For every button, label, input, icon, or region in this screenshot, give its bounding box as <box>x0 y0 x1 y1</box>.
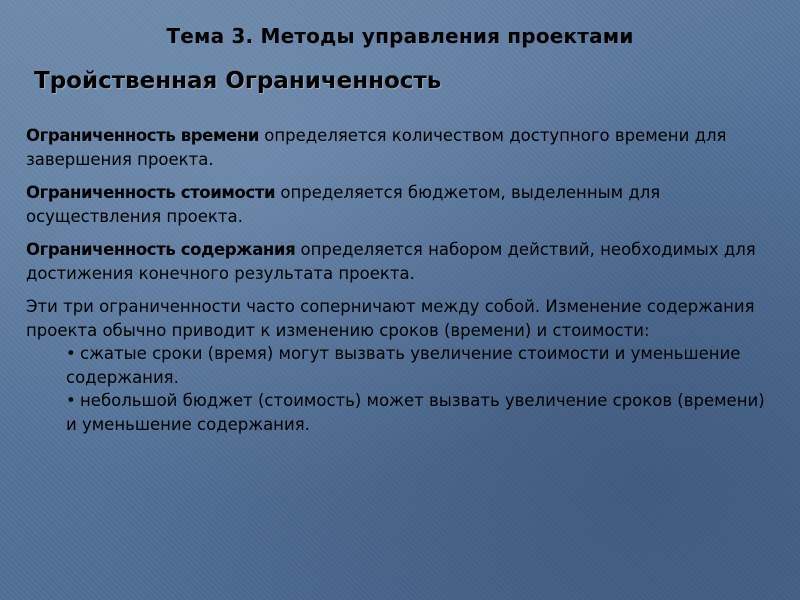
summary-paragraph: Эти три ограниченности часто соперничают между собой. Изменение содержания проекта обычно приводит к изменению сроков (времени) и стоимости: <box>26 297 755 340</box>
bullet-text: сжатые сроки (время) могут вызвать увеличение стоимости и уменьшение содержания. <box>66 344 741 387</box>
slide-content <box>26 124 778 436</box>
term-cost-constraint: Ограниченность стоимости <box>26 183 276 202</box>
paragraph-time-constraint <box>26 124 778 171</box>
paragraph-cost-constraint <box>26 181 778 228</box>
term-scope-constraint: Ограниченность содержания <box>26 240 296 259</box>
bullet-list <box>26 342 778 436</box>
slide-heading: Тройственная Ограниченность <box>34 68 442 94</box>
bullet-marker: • <box>66 391 76 410</box>
definition-cost-constraint: определяется бюджетом, выделенным для осуществления проекта. <box>26 183 661 226</box>
slide-topic: Тема 3. Методы управления проектами <box>166 24 634 48</box>
definition-scope-constraint: определяется набором действий, необходимых для достижения конечного результата проекта. <box>26 240 756 283</box>
bullet-marker: • <box>66 344 76 363</box>
term-time-constraint: Ограниченность времени <box>26 126 260 145</box>
definition-time-constraint: определяется количеством доступного времени для завершения проекта. <box>26 126 727 169</box>
bullet-item <box>66 342 778 389</box>
paragraph-scope-constraint <box>26 238 778 285</box>
bullet-text: небольшой бюджет (стоимость) может вызвать увеличение сроков (времени) и уменьшение содержания. <box>66 391 765 434</box>
bullet-item <box>66 389 778 436</box>
